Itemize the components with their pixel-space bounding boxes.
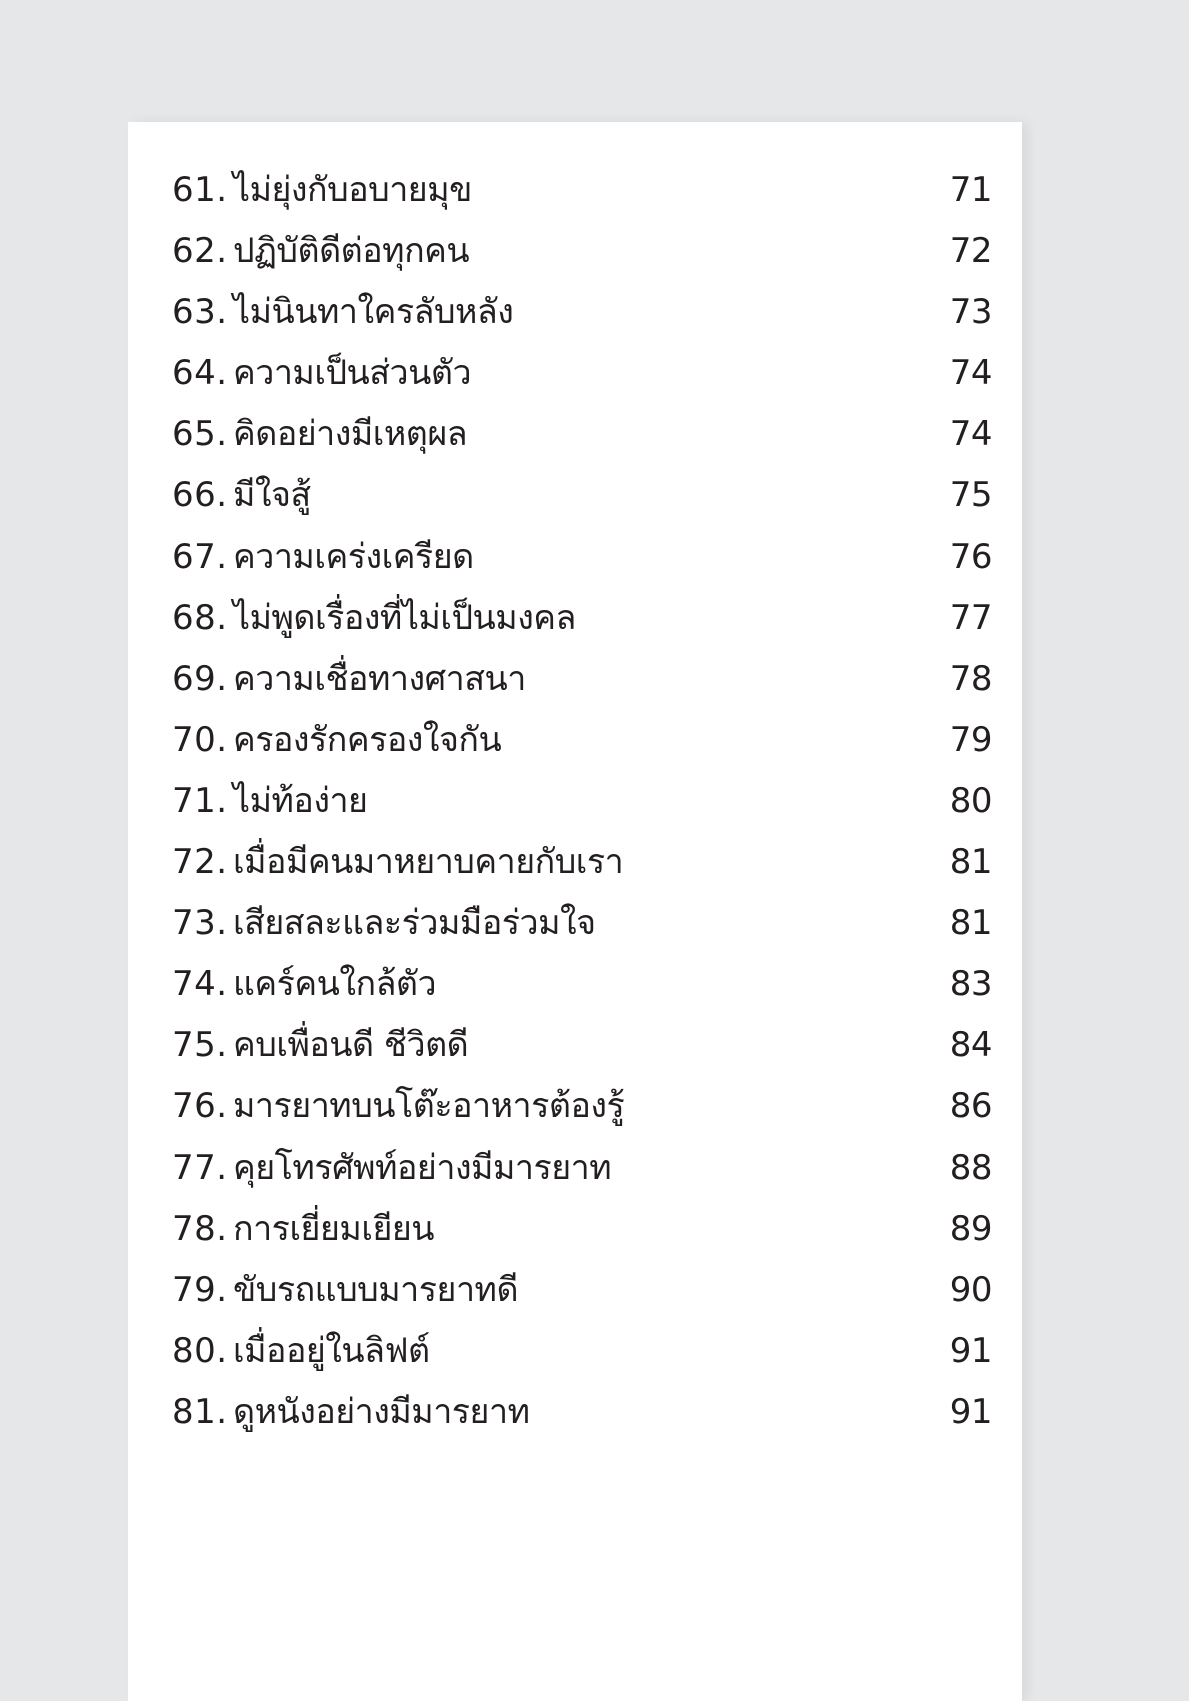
- entry-page: 75: [949, 475, 992, 516]
- entry-title: ไม่พูดเรื่องที่ไม่เป็นมงคล: [233, 597, 576, 638]
- toc-entry: [172, 588, 992, 649]
- entry-title: ความเชื่อทางศาสนา: [233, 658, 526, 699]
- entry-page: 71: [949, 170, 992, 210]
- toc-entry: [172, 282, 992, 343]
- entry-title: แคร์คนใกล้ตัว: [233, 964, 437, 1005]
- toc-entry: [172, 1015, 992, 1076]
- entry-number: 76.: [172, 1086, 228, 1127]
- toc-entry: [172, 1260, 992, 1321]
- entry-page: 81: [949, 842, 992, 883]
- entry-title: ไม่ยุ่งกับอบายมุข: [233, 170, 472, 210]
- entry-page: 91: [949, 1330, 992, 1371]
- entry-number: 68.: [172, 597, 228, 638]
- entry-page: 74: [949, 414, 992, 455]
- toc-entry: [172, 1138, 992, 1199]
- entry-number: 66.: [172, 475, 228, 516]
- toc-entry: [172, 343, 992, 404]
- entry-number: 62.: [172, 231, 228, 272]
- entry-title: ความเคร่งเครียด: [233, 536, 474, 577]
- entry-number: 81.: [172, 1391, 228, 1432]
- toc-entry: [172, 465, 992, 526]
- entry-page: 78: [949, 658, 992, 699]
- entry-number: 78.: [172, 1208, 228, 1249]
- table-of-contents: [172, 160, 992, 1443]
- entry-title: ไม่ท้อง่าย: [233, 780, 368, 821]
- entry-number: 77.: [172, 1147, 228, 1188]
- toc-entry: [172, 649, 992, 710]
- toc-entry: [172, 1321, 992, 1382]
- entry-title: ขับรถแบบมารยาทดี: [233, 1269, 519, 1310]
- toc-entry: [172, 771, 992, 832]
- toc-entry: [172, 221, 992, 282]
- entry-number: 70.: [172, 719, 228, 760]
- entry-page: 90: [949, 1269, 992, 1310]
- entry-title: เมื่อมีคนมาหยาบคายกับเรา: [233, 842, 624, 883]
- entry-number: 75.: [172, 1025, 228, 1066]
- entry-title: มีใจสู้: [233, 475, 311, 516]
- entry-number: 80.: [172, 1330, 228, 1371]
- entry-title: คบเพื่อนดี ชีวิตดี: [233, 1025, 469, 1066]
- entry-number: 64.: [172, 353, 228, 394]
- entry-number: 72.: [172, 842, 228, 883]
- entry-page: 77: [949, 597, 992, 638]
- entry-number: 79.: [172, 1269, 228, 1310]
- entry-title: ความเป็นส่วนตัว: [233, 353, 472, 394]
- toc-entry: [172, 1199, 992, 1260]
- entry-page: 88: [949, 1147, 992, 1188]
- toc-entry: [172, 1076, 992, 1137]
- entry-title: การเยี่ยมเยียน: [233, 1208, 435, 1249]
- entry-number: 74.: [172, 964, 228, 1005]
- entry-page: 73: [949, 292, 992, 333]
- entry-page: 83: [949, 964, 992, 1005]
- entry-title: ดูหนังอย่างมีมารยาท: [233, 1391, 530, 1432]
- entry-number: 61.: [172, 170, 228, 210]
- entry-title: คุยโทรศัพท์อย่างมีมารยาท: [233, 1147, 612, 1188]
- entry-title: ไม่นินทาใครลับหลัง: [233, 292, 514, 333]
- entry-title: ปฏิบัติดีต่อทุกคน: [233, 231, 470, 272]
- entry-page: 89: [949, 1208, 992, 1249]
- entry-page: 84: [949, 1025, 992, 1066]
- entry-number: 73.: [172, 903, 228, 944]
- entry-page: 76: [949, 536, 992, 577]
- entry-page: 80: [949, 780, 992, 821]
- entry-title: ครองรักครองใจกัน: [233, 719, 502, 760]
- entry-number: 69.: [172, 658, 228, 699]
- toc-entry: [172, 710, 992, 771]
- entry-page: 74: [949, 353, 992, 394]
- entry-number: 63.: [172, 292, 228, 333]
- entry-title: เสียสละและร่วมมือร่วมใจ: [233, 903, 596, 944]
- toc-entry: [172, 893, 992, 954]
- entry-title: เมื่ออยู่ในลิฟต์: [233, 1330, 430, 1371]
- toc-entry: [172, 832, 992, 893]
- toc-entry: [172, 160, 992, 221]
- entry-number: 67.: [172, 536, 228, 577]
- entry-title: คิดอย่างมีเหตุผล: [233, 414, 468, 455]
- entry-page: 86: [949, 1086, 992, 1127]
- toc-entry: [172, 1382, 992, 1443]
- toc-entry: [172, 404, 992, 465]
- toc-entry: [172, 954, 992, 1015]
- entry-page: 91: [949, 1391, 992, 1432]
- entry-page: 72: [949, 231, 992, 272]
- entry-title: มารยาทบนโต๊ะอาหารต้องรู้: [233, 1086, 625, 1127]
- entry-page: 81: [949, 903, 992, 944]
- entry-page: 79: [949, 719, 992, 760]
- entry-number: 71.: [172, 780, 228, 821]
- toc-entry: [172, 527, 992, 588]
- entry-number: 65.: [172, 414, 228, 455]
